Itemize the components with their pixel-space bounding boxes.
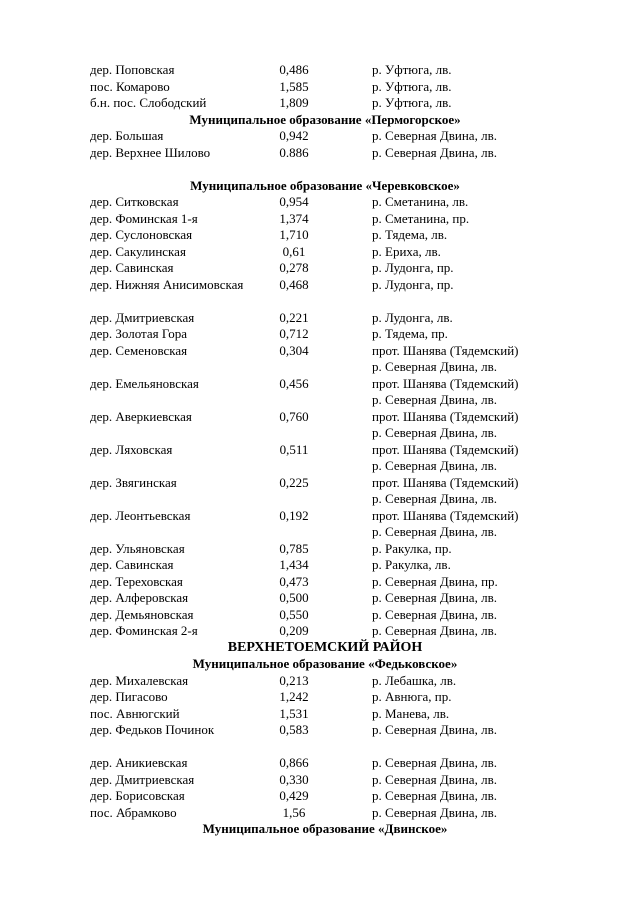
river-cell [372, 689, 452, 706]
table-row [90, 310, 560, 327]
settlement-name: дер. Михалевская [90, 672, 189, 688]
river-cell [372, 343, 519, 376]
settlement-name: дер. Аверкиевская [90, 408, 192, 424]
settlement-value: 0,954 [279, 194, 309, 209]
river-cell [372, 673, 456, 690]
settlement-value: 1,374 [279, 210, 309, 226]
settlement-value: 0,468 [279, 276, 309, 292]
river-text: прот. Шанява (Тядемский) [372, 375, 519, 391]
river-text: р. Ракулка, лв. [372, 557, 451, 572]
river-text: р. Северная Двина, лв. [372, 458, 497, 473]
river-text: прот. Шанява (Тядемский) [372, 507, 519, 523]
settlement-name: дер. Нижняя Анисимовская [90, 276, 244, 292]
table-row [90, 326, 560, 343]
river-text: р. Лудонга, пр. [372, 260, 454, 275]
river-cell [372, 376, 519, 409]
river-cell [372, 475, 519, 508]
river-cell [372, 755, 497, 772]
table-row [90, 623, 560, 640]
river-cell [372, 442, 519, 475]
river-cell [372, 194, 468, 211]
river-cell [372, 211, 469, 228]
river-text: р. Авнюга, пр. [372, 689, 452, 704]
river-text: р. Северная Двина, лв. [372, 128, 497, 143]
settlement-value: 1,710 [279, 227, 309, 242]
settlement-value: 0,866 [279, 755, 309, 770]
table-row [90, 442, 560, 475]
river-text: р. Ериха, лв. [372, 243, 441, 259]
settlement-value: 0,550 [279, 606, 309, 622]
river-text: р. Северная Двина, лв. [372, 755, 497, 770]
settlement-name: дер. Фоминская 2-я [90, 623, 198, 638]
river-cell [372, 607, 497, 624]
river-cell [372, 788, 497, 805]
river-text: р. Северная Двина, лв. [372, 606, 497, 622]
settlement-value: 1,809 [279, 95, 309, 110]
settlement-name: дер. Фоминская 1-я [90, 210, 198, 226]
river-text: р. Лудонга, лв. [372, 309, 453, 325]
river-text: р. Северная Двина, лв. [372, 425, 497, 440]
river-cell [372, 508, 519, 541]
table-row [90, 772, 560, 789]
settlement-name: дер. Ульяновская [90, 540, 185, 556]
river-cell [372, 62, 452, 79]
river-cell [372, 706, 449, 723]
river-cell [372, 95, 452, 112]
river-text: р. Тядема, пр. [372, 326, 448, 341]
river-cell [372, 409, 519, 442]
table-row [90, 95, 560, 112]
settlement-value: 1,585 [279, 78, 309, 94]
settlement-value: 0,500 [279, 590, 309, 605]
river-text: прот. Шанява (Тядемский) [372, 342, 519, 358]
settlement-name: дер. Сакулинская [90, 243, 186, 259]
settlement-value: 0,330 [279, 771, 309, 787]
river-text: р. Северная Двина, лв. [372, 771, 497, 787]
settlement-name: дер. Золотая Гора [90, 326, 188, 341]
river-cell [372, 541, 452, 558]
municipality-heading: Муниципальное образование «Пермогорское» [189, 111, 461, 127]
river-cell [372, 722, 497, 739]
settlement-value: 1,531 [279, 705, 309, 721]
river-cell [372, 557, 451, 574]
table-row [90, 62, 560, 79]
settlement-name: дер. Верхнее Шилово [90, 144, 211, 160]
river-cell [372, 227, 447, 244]
settlement-name: дер. Ситковская [90, 194, 179, 209]
table-row [90, 376, 560, 409]
settlement-value: 0,192 [279, 507, 309, 523]
river-cell [372, 79, 452, 96]
settlement-name: дер. Аникиевская [90, 755, 188, 770]
table-row [90, 277, 560, 310]
river-text: р. Сметанина, пр. [372, 210, 470, 226]
river-cell [372, 574, 498, 591]
settlement-name: пос. Авнюгский [90, 705, 180, 721]
settlement-name: дер. Дмитриевская [90, 309, 195, 325]
settlement-name: дер. Семеновская [90, 342, 188, 358]
table-row [90, 244, 560, 261]
settlement-name: дер. Поповская [90, 62, 175, 77]
river-text: прот. Шанява (Тядемский) [372, 474, 519, 490]
table-row [90, 79, 560, 96]
settlement-value: 0,225 [279, 474, 309, 490]
table-row [90, 343, 560, 376]
settlement-value: 1,56 [282, 804, 306, 820]
table-row [90, 211, 560, 228]
table-row [90, 788, 560, 805]
settlement-value: 0,760 [279, 408, 309, 424]
river-text: р. Северная Двина, лв. [372, 392, 497, 407]
settlement-name: пос. Комарово [90, 78, 170, 94]
river-cell [372, 326, 448, 343]
settlement-name: дер. Леонтьевская [90, 507, 191, 523]
municipality-heading: Муниципальное образование «Федьковское» [192, 656, 458, 671]
river-cell [372, 145, 497, 162]
table-row [90, 722, 560, 755]
river-cell [372, 310, 453, 327]
river-cell [372, 277, 454, 294]
document-page [90, 62, 560, 838]
settlement-value: 0,456 [279, 375, 309, 391]
settlement-value: 0,486 [279, 62, 309, 77]
settlement-value: 0,785 [279, 540, 309, 556]
river-text: р. Тядема, лв. [372, 227, 448, 242]
river-text: р. Северная Двина, лв. [372, 590, 497, 605]
settlement-value: 0,278 [279, 260, 309, 275]
river-text: р. Северная Двина, лв. [372, 788, 497, 803]
settlement-name: дер. Савинская [90, 557, 174, 572]
table-row [90, 805, 560, 822]
river-text: прот. Шанява (Тядемский) [372, 408, 519, 424]
settlement-name: дер. Тереховская [90, 573, 183, 589]
settlement-name: дер. Борисовская [90, 788, 185, 803]
river-cell [372, 260, 454, 277]
settlement-name: дер. Алферовская [90, 590, 189, 605]
river-text: р. Уфтюга, лв. [372, 95, 452, 110]
river-text: р. Северная Двина, лв. [372, 359, 497, 374]
river-text: р. Лебашка, лв. [372, 672, 457, 688]
river-text: р. Северная Двина, лв. [372, 491, 497, 506]
river-text: р. Северная Двина, пр. [372, 573, 498, 589]
municipality-heading: Муниципальное образование «Двинское» [202, 821, 448, 836]
table-row [90, 541, 560, 558]
settlement-name: дер. Пигасово [90, 689, 168, 704]
settlement-name: дер. Емельяновская [90, 375, 199, 391]
table-row [90, 128, 560, 145]
settlement-value: 0,61 [282, 243, 306, 259]
settlement-name: дер. Ляховская [90, 441, 173, 457]
settlement-value: 0,511 [279, 441, 309, 457]
settlement-name: дер. Дмитриевская [90, 771, 195, 787]
river-text: р. Ракулка, пр. [372, 540, 452, 556]
table-row [90, 689, 560, 706]
river-cell [372, 772, 497, 789]
river-text: р. Уфтюга, лв. [372, 78, 452, 94]
table-row [90, 508, 560, 541]
river-text: р. Уфтюга, лв. [372, 62, 452, 77]
table-row [90, 673, 560, 690]
table-row [90, 590, 560, 607]
river-text: р. Северная Двина, лв. [372, 804, 497, 820]
river-cell [372, 244, 441, 261]
settlement-name: дер. Звягинская [90, 474, 177, 490]
table-row [90, 557, 560, 574]
settlement-value: 0,942 [279, 128, 309, 143]
settlement-value: 0,583 [279, 722, 309, 737]
table-row [90, 260, 560, 277]
river-cell [372, 590, 497, 607]
settlement-name: пос. Абрамково [90, 804, 177, 820]
river-cell [372, 805, 497, 822]
river-text: р. Северная Двина, лв. [372, 722, 497, 737]
table-row [90, 755, 560, 772]
river-text: р. Северная Двина, лв. [372, 144, 497, 160]
table-row [90, 475, 560, 508]
river-text: р. Сметанина, лв. [372, 194, 469, 209]
table-row [90, 194, 560, 211]
settlement-name: дер. Суслоновская [90, 227, 193, 242]
river-cell [372, 128, 497, 145]
settlement-value: 0,221 [279, 309, 309, 325]
river-cell [372, 623, 497, 640]
table-row [90, 607, 560, 624]
table-row [90, 409, 560, 442]
table-row [90, 706, 560, 723]
settlement-value: 0,209 [279, 623, 309, 638]
table-row [90, 145, 560, 178]
settlement-name: дер. Большая [90, 128, 164, 143]
district-heading: ВЕРХНЕТОЕМСКИЙ РАЙОН [227, 639, 423, 655]
settlement-value: 1,242 [279, 689, 309, 704]
settlement-name: дер. Савинская [90, 260, 174, 275]
river-text: р. Северная Двина, лв. [372, 524, 497, 539]
settlement-value: 0,429 [279, 788, 309, 803]
table-row [90, 227, 560, 244]
settlement-value: 0.886 [279, 144, 309, 160]
river-text: р. Лудонга, пр. [372, 276, 454, 292]
settlement-value: 1,434 [279, 557, 309, 572]
settlement-name: б.н. пос. Слободский [90, 95, 207, 110]
river-text: р. Северная Двина, лв. [372, 623, 497, 638]
river-text: р. Манева, лв. [372, 705, 450, 721]
municipality-heading: Муниципальное образование «Черевковское» [190, 177, 460, 193]
settlement-value: 0,473 [279, 573, 309, 589]
table-row [90, 574, 560, 591]
settlement-name: дер. Демьяновская [90, 606, 194, 622]
river-text: прот. Шанява (Тядемский) [372, 441, 519, 457]
settlement-value: 0,213 [279, 672, 309, 688]
settlement-value: 0,712 [279, 326, 309, 341]
settlement-value: 0,304 [279, 342, 309, 358]
settlement-name: дер. Федьков Починок [90, 722, 215, 737]
